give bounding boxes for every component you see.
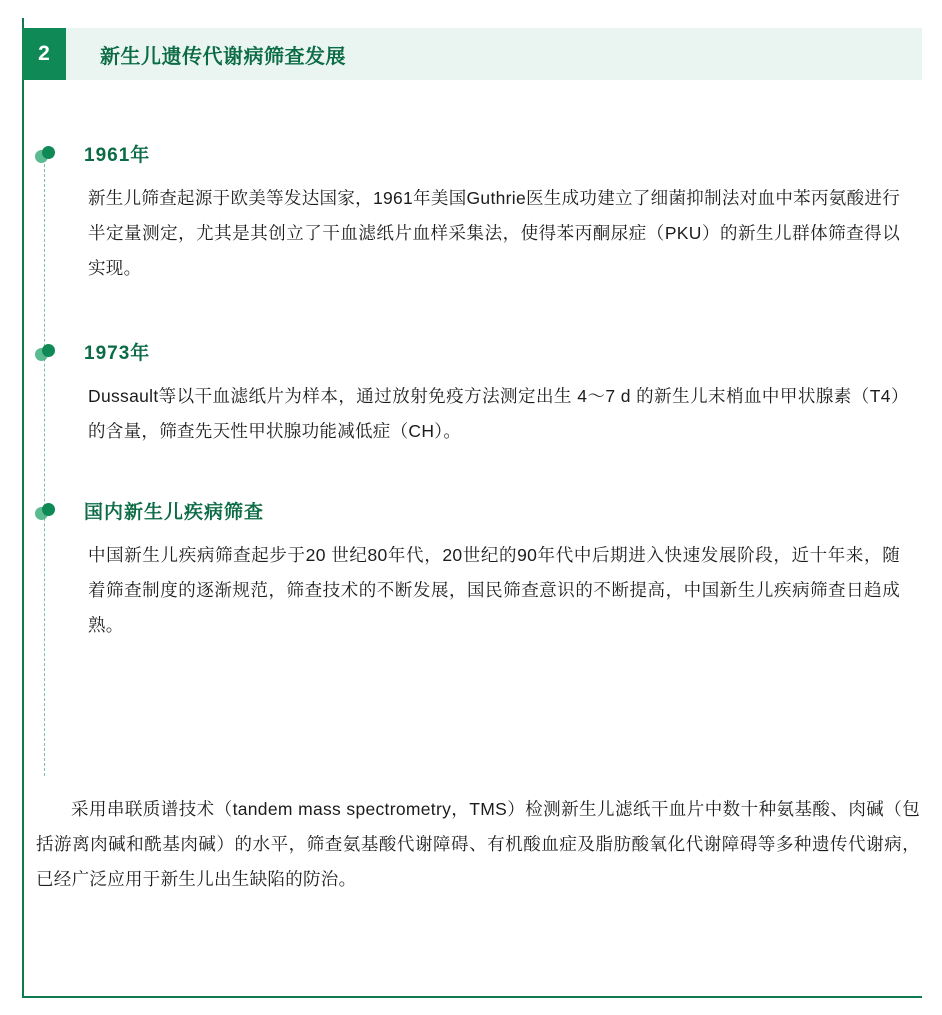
timeline-item bbox=[40, 326, 910, 449]
timeline-heading: 1973年 bbox=[84, 343, 151, 364]
section-number: 2 bbox=[22, 28, 66, 80]
timeline-body: Dussault等以干血滤纸片为样本，通过放射免疫方法测定出生 4～7 d 的新生儿末梢血中甲状腺素（T4）的含量，筛查先天性甲状腺功能减低症（CH）。 bbox=[88, 386, 900, 441]
bottom-rule bbox=[22, 996, 922, 998]
page-title: 新生儿遗传代谢病筛查发展 bbox=[100, 45, 346, 68]
timeline-heading: 国内新生儿疾病筛查 bbox=[84, 502, 265, 523]
left-rule bbox=[22, 18, 24, 998]
timeline-body: 新生儿筛查起源于欧美等发达国家，1961年美国Guthrie医生成功建立了细菌抑制法对血中苯丙氨酸进行半定量测定，尤其是其创立了干血滤纸片血样采集法，使得苯丙酮尿症（PKU）的新生儿群体筛查得以实现。 bbox=[88, 188, 900, 278]
timeline-item bbox=[40, 485, 910, 643]
timeline-heading: 1961年 bbox=[84, 145, 151, 166]
timeline-body: 中国新生儿疾病筛查起步于20 世纪80年代，20世纪的90年代中后期进入快速发展阶段，近十年来，随着筛查制度的逐渐规范，筛查技术的不断发展，国民筛查意识的不断提高，中国新生儿疾病筛查日趋成熟。 bbox=[88, 545, 900, 635]
bullet-dot-icon bbox=[35, 146, 55, 166]
timeline bbox=[40, 128, 910, 649]
section-header bbox=[22, 28, 922, 80]
bullet-dot-icon bbox=[35, 344, 55, 364]
timeline-item bbox=[40, 128, 910, 286]
bullet-dot-icon bbox=[35, 503, 55, 523]
closing-paragraph: 采用串联质谱技术（tandem mass spectrometry，TMS）检测新生儿滤纸干血片中数十种氨基酸、肉碱（包括游离肉碱和酰基肉碱）的水平，筛查氨基酸代谢障碍、有机酸血症及脂肪酸氧化代谢障碍等多种遗传代谢病，已经广泛应用于新生儿出生缺陷的防治。 bbox=[36, 799, 920, 889]
